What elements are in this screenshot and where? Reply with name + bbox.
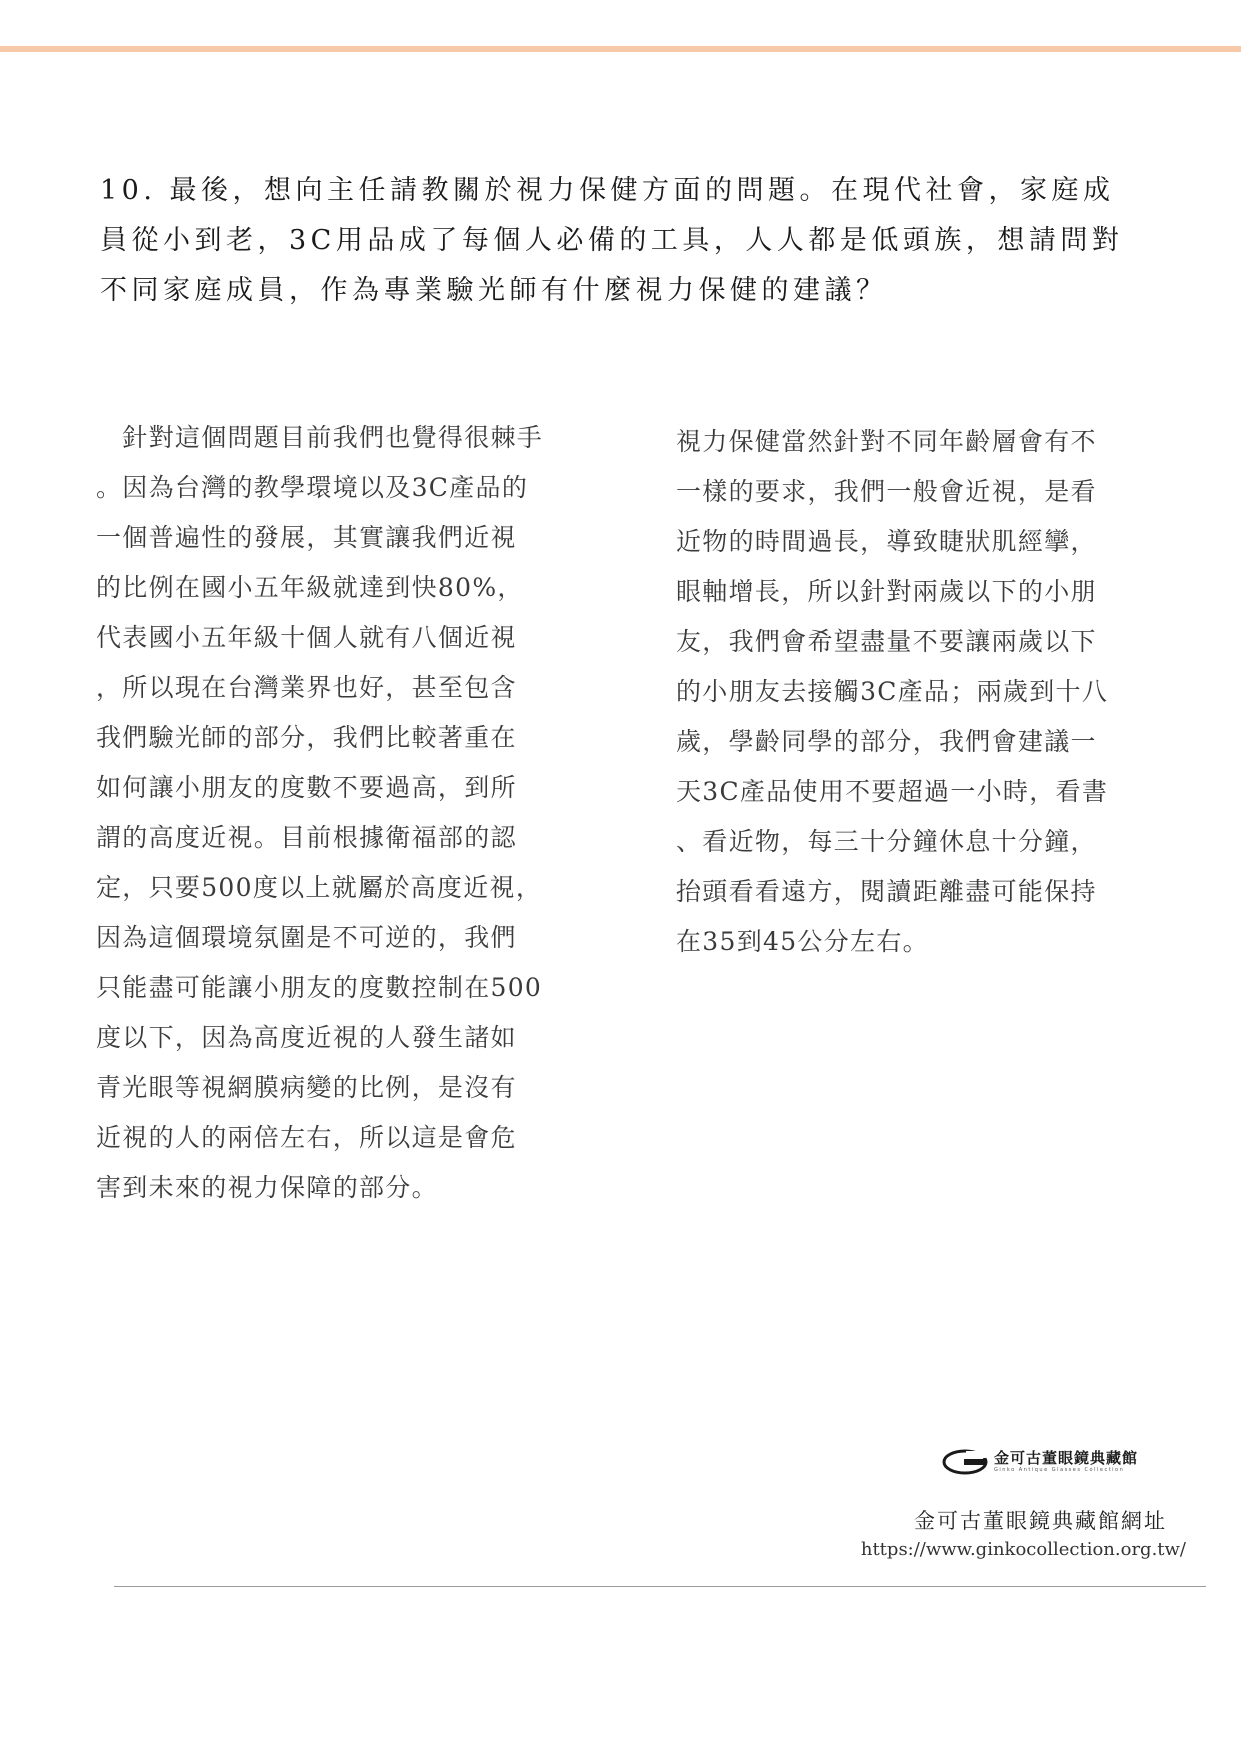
answer-line: 如何讓小朋友的度數不要過高，到所	[96, 773, 517, 802]
question-line: 不同家庭成員，作為專業驗光師有什麼視力保健的建議？	[100, 275, 888, 306]
answer-line: 近視的人的兩倍左右，所以這是會危	[96, 1123, 517, 1152]
answer-line: 只能盡可能讓小朋友的度數控制在500	[96, 973, 543, 1002]
answer-line: 視力保健當然針對不同年齡層會有不	[676, 427, 1097, 456]
top-accent-rule	[0, 46, 1241, 52]
answer-line: 抬頭看看遠方，閱讀距離盡可能保持	[676, 877, 1097, 906]
answer-line: 謂的高度近視。目前根據衛福部的認	[96, 823, 517, 852]
answer-line: 、看近物，每三十分鐘休息十分鐘，	[676, 827, 1097, 856]
logo-subtitle: Ginko Antique Glasses Collection	[994, 1467, 1125, 1473]
answer-line: 友，我們會希望盡量不要讓兩歲以下	[676, 627, 1097, 656]
answer-line: 我們驗光師的部分，我們比較著重在	[96, 723, 517, 752]
logo-name: 金可古董眼鏡典藏館	[994, 1449, 1139, 1467]
answer-line: 因為這個環境氛圍是不可逆的，我們	[96, 923, 517, 952]
ginko-logo-icon	[942, 1449, 988, 1475]
answer-line: ，所以現在台灣業界也好，甚至包含	[96, 673, 517, 702]
bottom-divider	[114, 1586, 1206, 1587]
museum-logo	[942, 1449, 1138, 1475]
answer-line: 度以下，因為高度近視的人發生諸如	[96, 1023, 517, 1052]
answer-line: 定，只要500度以上就屬於高度近視，	[96, 873, 543, 902]
answer-line: 一樣的要求，我們一般會近視，是看	[676, 477, 1097, 506]
answer-right-column	[676, 417, 1136, 967]
answer-line: 眼軸增長，所以針對兩歲以下的小朋	[676, 577, 1097, 606]
answer-line: 歲，學齡同學的部分，我們會建議一	[676, 727, 1097, 756]
answer-line: 一個普遍性的發展，其實讓我們近視	[96, 523, 517, 552]
question-line: 10. 最後，想向主任請教關於視力保健方面的問題。在現代社會，家庭成	[100, 175, 1115, 206]
answer-line: 代表國小五年級十個人就有八個近視	[96, 623, 517, 652]
answer-line: 在35到45公分左右。	[676, 927, 929, 956]
answer-line: 害到未來的視力保障的部分。	[96, 1173, 438, 1202]
answer-line: 針對這個問題目前我們也覺得很棘手	[96, 423, 544, 452]
answer-line: 的小朋友去接觸3C產品；兩歲到十八	[676, 677, 1109, 706]
answer-line: 青光眼等視網膜病變的比例，是沒有	[96, 1073, 517, 1102]
website-url-link[interactable]: https://www.ginkocollection.org.tw/	[860, 1539, 1186, 1560]
answer-left-column	[96, 413, 566, 1213]
answer-line: 的比例在國小五年級就達到快80%，	[96, 573, 524, 602]
answer-line: 近物的時間過長，導致睫狀肌經攣，	[676, 527, 1097, 556]
interview-question	[100, 166, 1140, 316]
question-line: 員從小到老，3C用品成了每個人必備的工具，人人都是低頭族，想請問對	[100, 225, 1124, 256]
website-label: 金可古董眼鏡典藏館網址	[914, 1509, 1167, 1533]
answer-line: 天3C產品使用不要超過一小時，看書	[676, 777, 1109, 806]
answer-line: 。因為台灣的教學環境以及3C產品的	[96, 473, 529, 502]
